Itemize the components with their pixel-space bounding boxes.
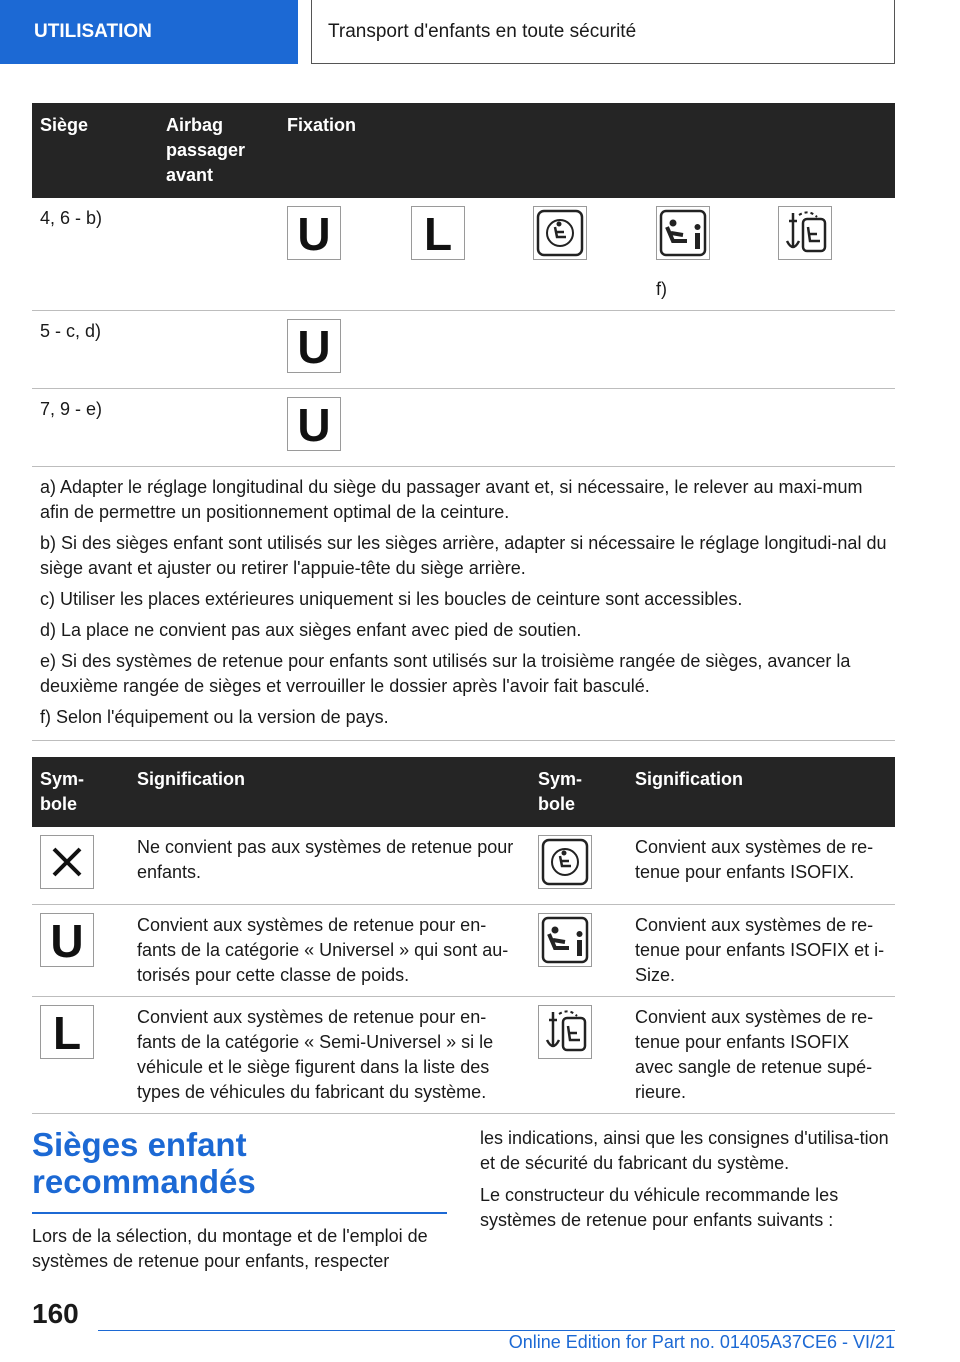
note-b: b) Si des sièges enfant sont utilisés sur les sièges arrière, adapter si nécessaire le réglage longitudi-nal du siège avant et ajuster ou retirer l'appuie-tête du siège arrière. — [40, 533, 887, 578]
table-row — [32, 311, 895, 389]
col-header-fixation: Fixation — [279, 103, 895, 198]
col-header-airbag: Airbag passager avant — [158, 103, 279, 198]
note-c: c) Utiliser les places extérieures uniquement si les boucles de ceinture sont accessibles. — [40, 589, 743, 609]
isofix-seat-icon — [538, 835, 592, 889]
footer-edition: Online Edition for Part no. 01405A37CE6 - VI/21 — [508, 1332, 895, 1352]
universal-symbol: U — [287, 397, 341, 451]
paragraph: les indications, ainsi que les consignes d'utilisa-tion et de sécurité du fabricant du système. — [480, 1128, 889, 1173]
isofix-seat-icon — [533, 206, 587, 260]
meaning-text: Convient aux systèmes de retenue pour en-fants de la catégorie « Semi-Universel » si le véhicule et le siège figurent dans la liste des types de véhicules du fabricant du système. — [129, 997, 530, 1114]
seat-label: 5 - c, d) — [32, 311, 158, 389]
seat-label: 4, 6 - b) — [32, 198, 158, 311]
table-row — [32, 997, 895, 1114]
col-header-meaning: Signification — [129, 757, 530, 827]
table-notes — [32, 467, 895, 741]
note-e: e) Si des systèmes de retenue pour enfants sont utilisés sur la troisième rangée de sièges, avancer la deuxième rangée de sièges et verrouiller le dossier après l'avoir fait basculé. — [40, 651, 851, 696]
section-title: Sièges enfant recommandés — [32, 1126, 447, 1214]
meaning-text: Convient aux systèmes de re-tenue pour enfants ISOFIX et i-Size. — [627, 905, 895, 997]
isize-seat-icon — [656, 206, 710, 260]
universal-symbol: U — [287, 319, 341, 373]
meaning-text: Ne convient pas aux systèmes de retenue pour enfants. — [129, 827, 530, 905]
col-header-symbol: Sym-bole — [530, 757, 627, 827]
symbol-legend-table — [32, 757, 895, 1114]
col-header-seat: Siège — [32, 103, 158, 198]
meaning-text: Convient aux systèmes de re-tenue pour enfants ISOFIX avec sangle de retenue supé-rieure. — [627, 997, 895, 1114]
page-number: 160 — [32, 1298, 79, 1329]
table-row — [32, 389, 895, 467]
top-tether-seat-icon — [538, 1005, 592, 1059]
footer-divider — [98, 1330, 895, 1331]
table-row — [32, 905, 895, 997]
section-tab: UTILISATION — [0, 0, 298, 64]
note-f: f) Selon l'équipement ou la version de pays. — [40, 707, 389, 727]
body-text-left: Lors de la sélection, du montage et de l'emploi de systèmes de retenue pour enfants, respecter — [32, 1226, 428, 1271]
page-header-title: Transport d'enfants en toute sécurité — [311, 0, 895, 64]
note-d: d) La place ne convient pas aux sièges enfant avec pied de soutien. — [40, 620, 582, 640]
body-text-right — [480, 1126, 895, 1240]
universal-symbol: U — [40, 913, 94, 967]
paragraph: Le constructeur du véhicule recommande les systèmes de retenue pour enfants suivants : — [480, 1185, 839, 1230]
semi-universal-symbol: L — [40, 1005, 94, 1059]
top-tether-seat-icon — [778, 206, 832, 260]
note-a: a) Adapter le réglage longitudinal du siège du passager avant et, si nécessaire, le relever au maxi-mum afin de permettre un positionnement optimal de la ceinture. — [40, 477, 863, 522]
semi-universal-symbol: L — [411, 206, 465, 260]
cross-icon — [40, 835, 94, 889]
seat-label: 7, 9 - e) — [32, 389, 158, 467]
seat-fixation-table — [32, 103, 895, 741]
col-header-meaning: Signification — [627, 757, 895, 827]
meaning-text: Convient aux systèmes de retenue pour en-fants de la catégorie « Universel » qui sont au-torisés pour cette classe de poids. — [129, 905, 530, 997]
table-row — [32, 827, 895, 905]
col-header-symbol: Sym-bole — [32, 757, 129, 827]
table-row — [32, 198, 895, 311]
isize-seat-icon — [538, 913, 592, 967]
universal-symbol: U — [287, 206, 341, 260]
meaning-text: Convient aux systèmes de re-tenue pour enfants ISOFIX. — [627, 827, 895, 905]
footnote-marker: f) — [656, 279, 667, 299]
